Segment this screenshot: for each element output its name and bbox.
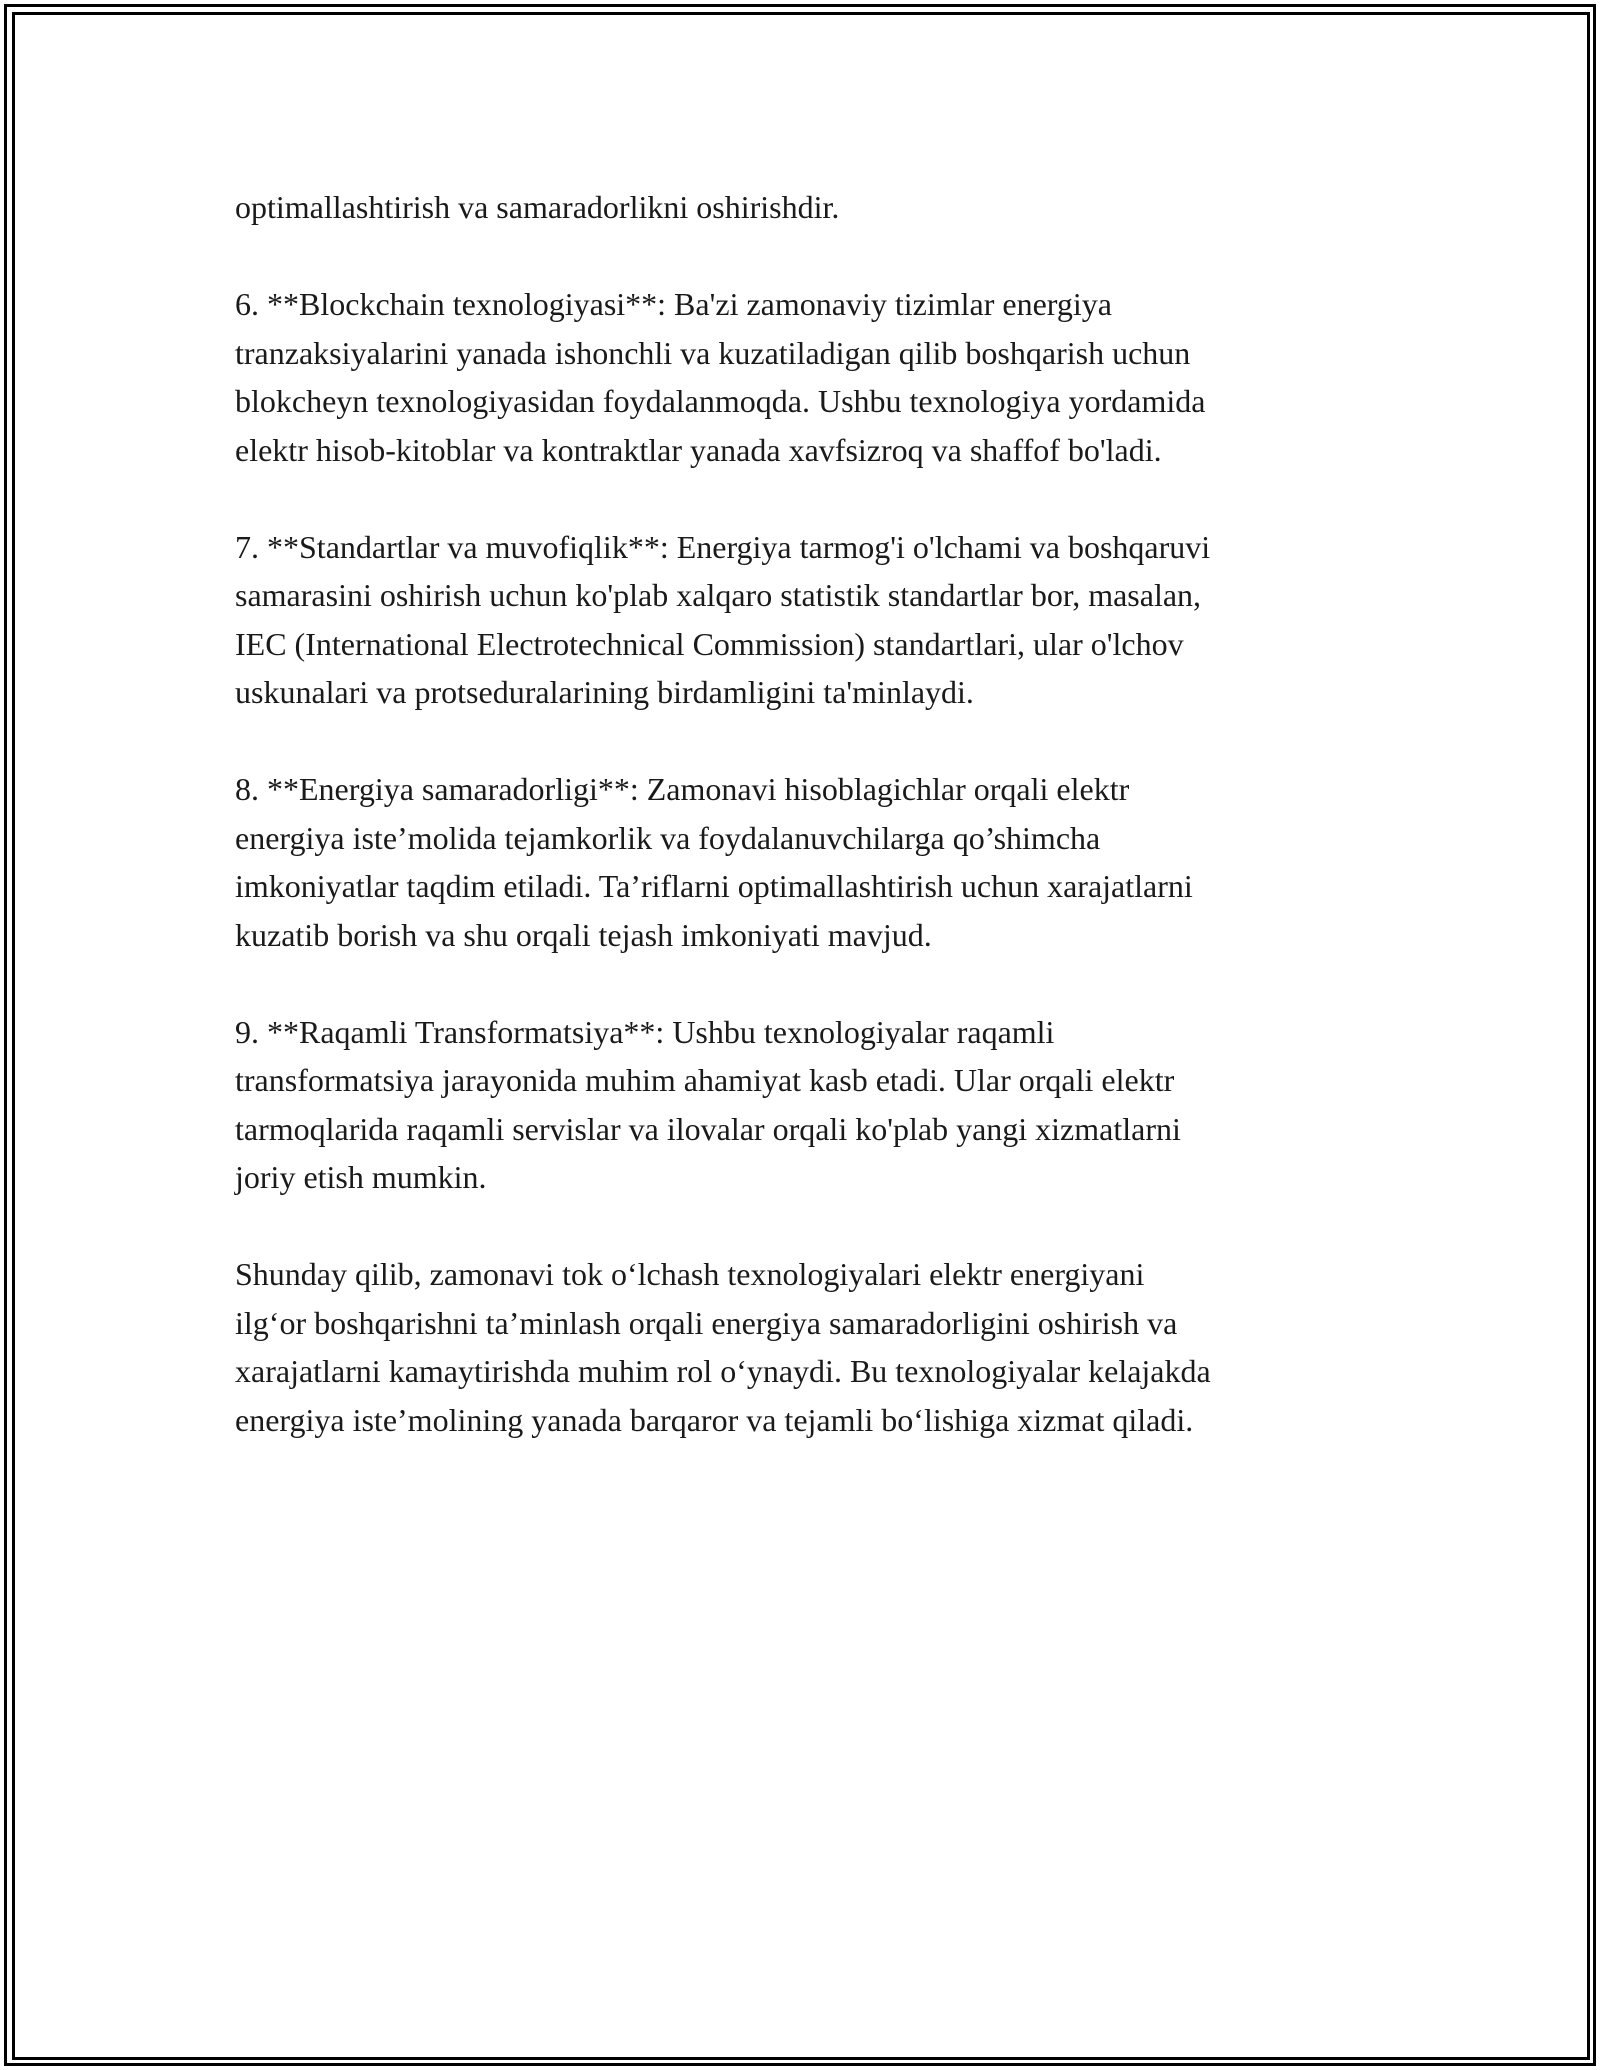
text-line: tranzaksiyalarini yanada ishonchli va kuzatiladigan qilib boshqarish uchun xyxy=(235,334,1191,371)
text-line: 7. **Standartlar va muvofiqlik**: Energiya tarmog'i o'lchami va boshqaruvi xyxy=(235,528,1211,565)
text-line: IEC (International Electrotechnical Commission) standartlari, ular o'lchov xyxy=(235,625,1184,662)
paragraph-blockchain xyxy=(235,280,1415,474)
text-line: uskunalari va protseduralarining birdamligini ta'minlaydi. xyxy=(235,674,974,710)
paragraph-continuation xyxy=(235,183,1415,232)
paragraph-digital-transformation xyxy=(235,1008,1415,1202)
paragraph-energy-efficiency xyxy=(235,765,1415,959)
text-line: ilg‘or boshqarishni ta’minlash orqali energiya samaradorligini oshirish va xyxy=(235,1304,1178,1341)
text-line: joriy etish mumkin. xyxy=(235,1159,487,1195)
text-line: Shunday qilib, zamonavi tok o‘lchash texnologiyalari elektr energiyani xyxy=(235,1256,1145,1292)
paragraph-conclusion xyxy=(235,1250,1415,1444)
text-line: 8. **Energiya samaradorligi**: Zamonavi hisoblagichlar orqali elektr xyxy=(235,771,1130,807)
text-line: optimallashtirish va samaradorlikni oshirishdir. xyxy=(235,189,840,225)
text-line: energiya iste’molining yanada barqaror va tejamli bo‘lishiga xizmat qiladi. xyxy=(235,1401,1194,1438)
document-body xyxy=(235,183,1415,1493)
text-line: elektr hisob-kitoblar va kontraktlar yanada xavfsizroq va shaffof bo'ladi. xyxy=(235,431,1162,468)
text-line: 9. **Raqamli Transformatsiya**: Ushbu texnologiyalar raqamli xyxy=(235,1013,1055,1050)
text-line: 6. **Blockchain texnologiyasi**: Ba'zi zamonaviy tizimlar energiya xyxy=(235,286,1112,322)
text-line: samarasini oshirish uchun ko'plab xalqaro statistik standartlar bor, masalan, xyxy=(235,577,1202,613)
text-line: xarajatlarni kamaytirishda muhim rol o‘ynaydi. Bu texnologiyalar kelajakda xyxy=(235,1353,1211,1389)
text-line: blokcheyn texnologiyasidan foydalanmoqda. Ushbu texnologiya yordamida xyxy=(235,383,1206,419)
text-line: tarmoqlarida raqamli servislar va ilovalar orqali ko'plab yangi xizmatlarni xyxy=(235,1110,1181,1147)
text-line: energiya iste’molida tejamkorlik va foydalanuvchilarga qo’shimcha xyxy=(235,819,1101,856)
text-line: imkoniyatlar taqdim etiladi. Ta’riflarni optimallashtirish uchun xarajatlarni xyxy=(235,868,1193,904)
text-line: transformatsiya jarayonida muhim ahamiyat kasb etadi. Ular orqali elektr xyxy=(235,1062,1175,1098)
paragraph-standards xyxy=(235,523,1415,717)
text-line: kuzatib borish va shu orqali tejash imkoniyati mavjud. xyxy=(235,916,932,953)
